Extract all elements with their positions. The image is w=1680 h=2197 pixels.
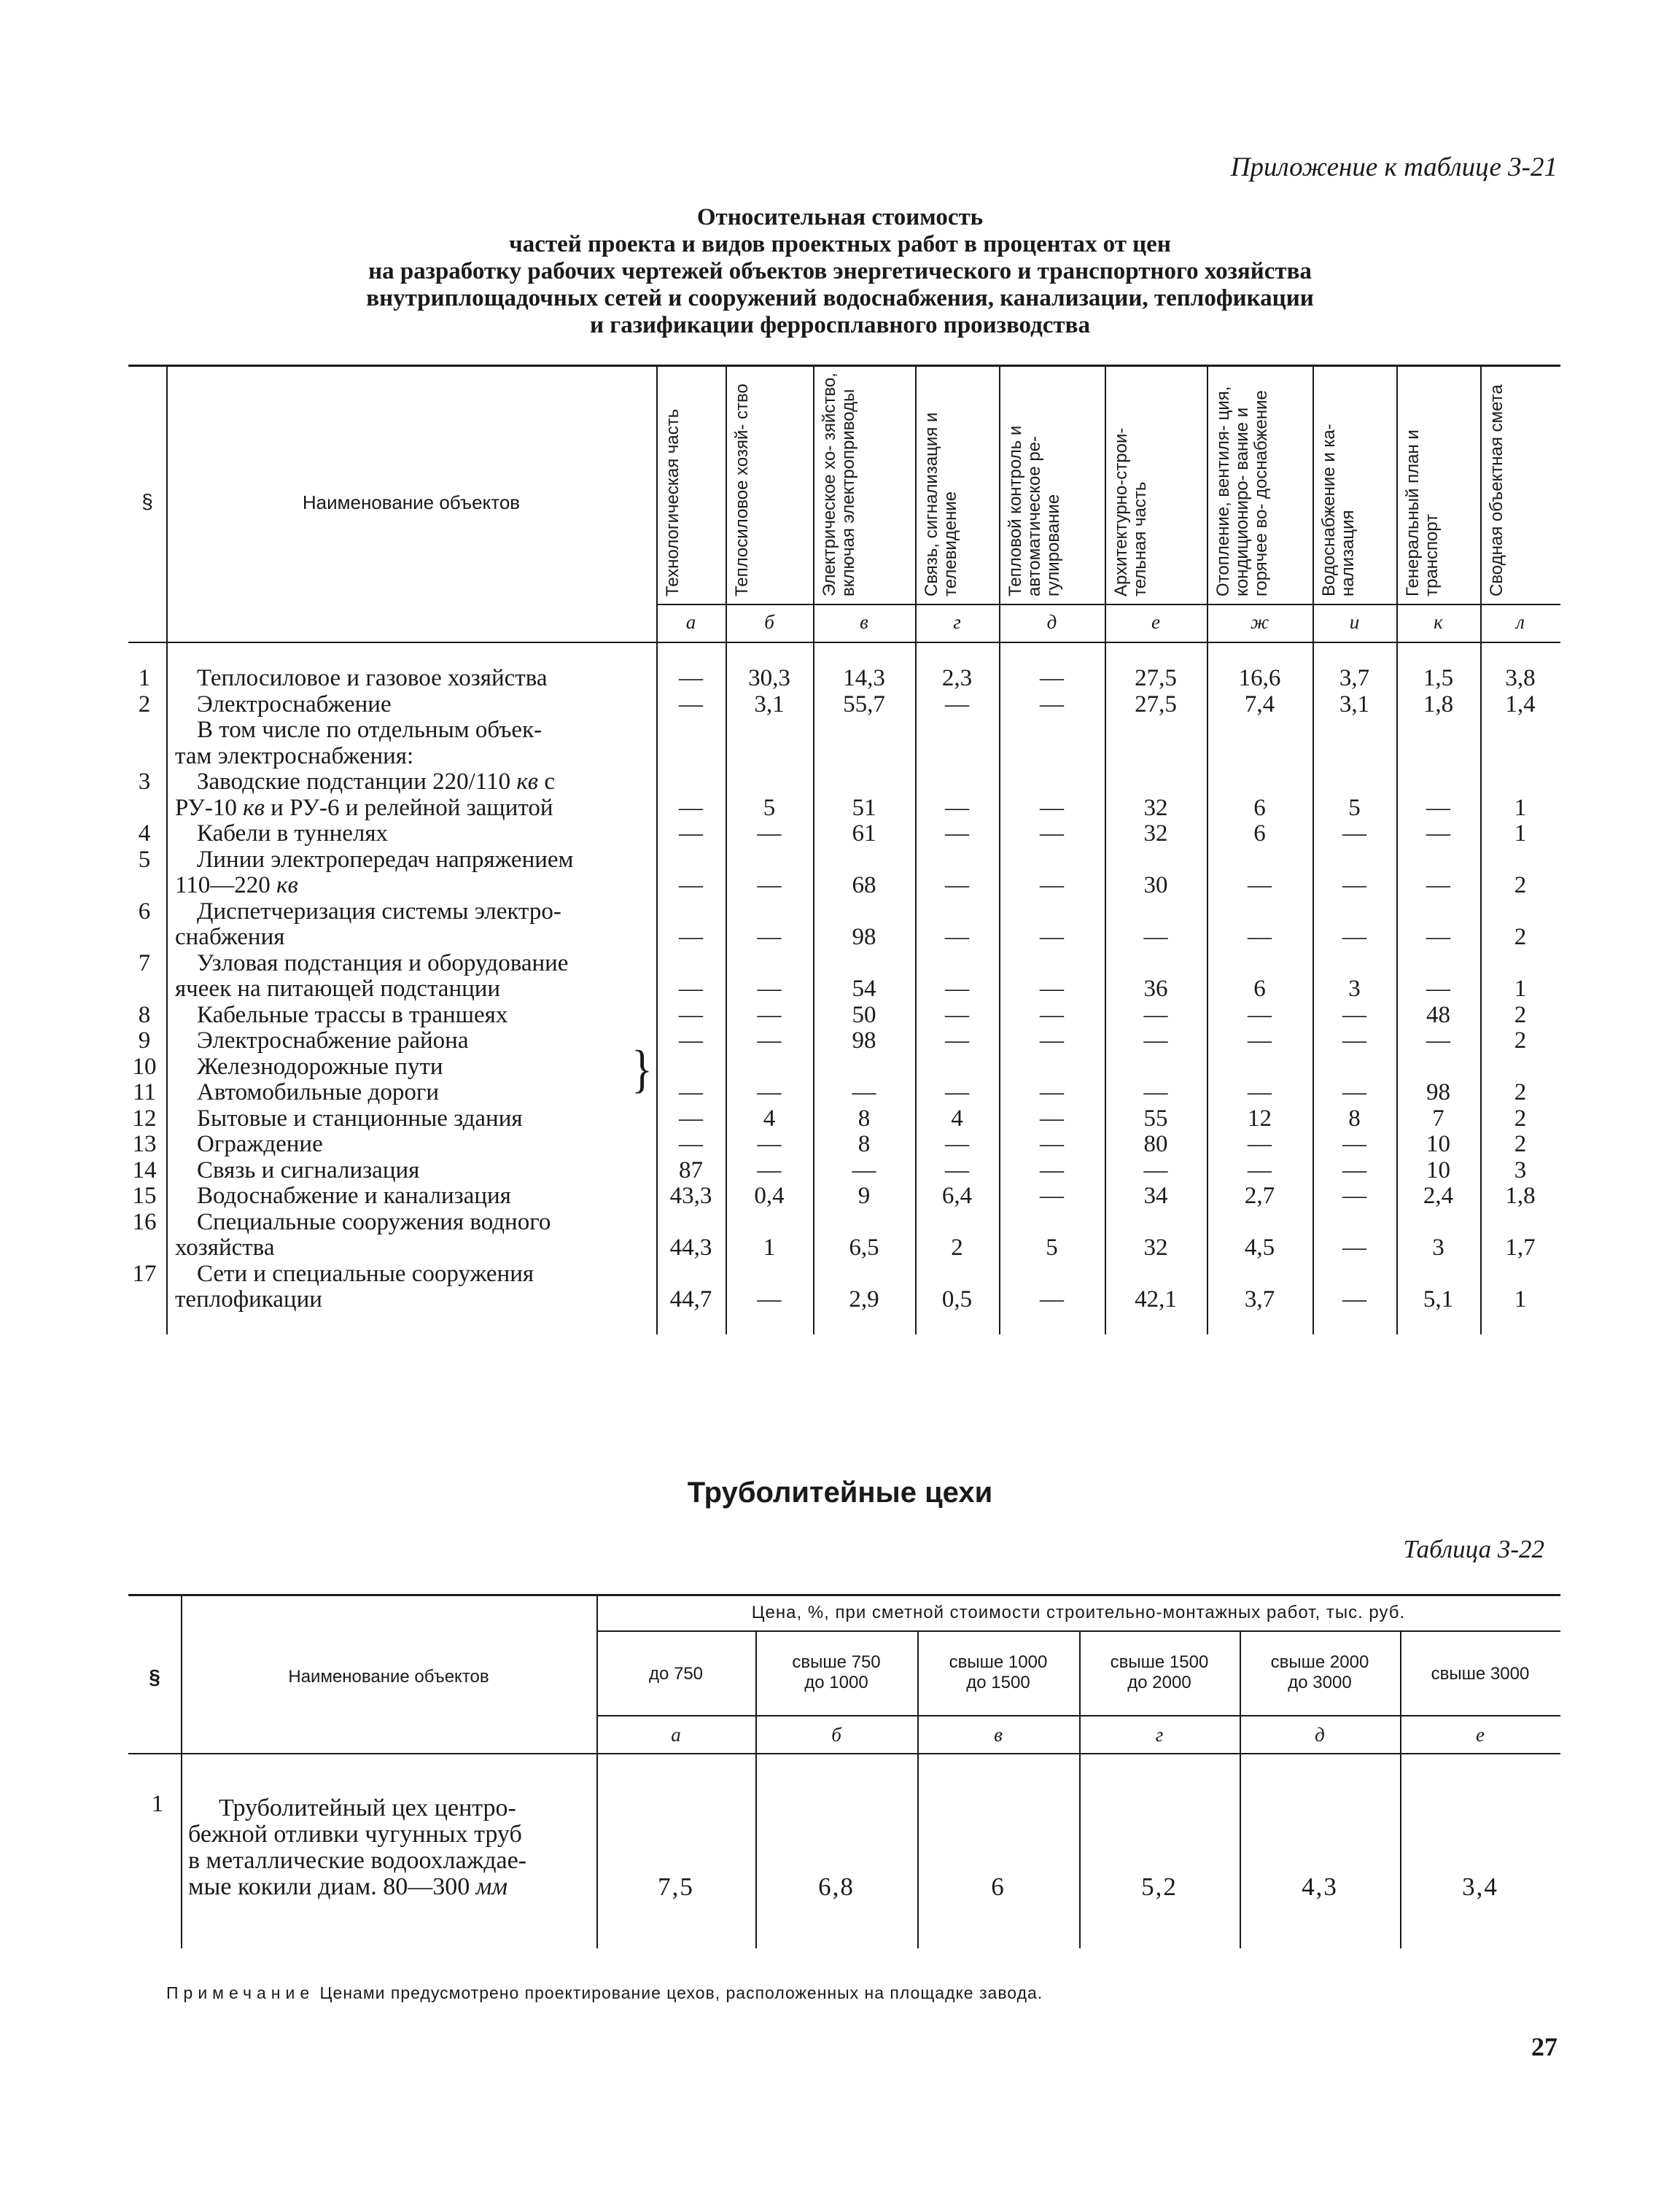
table-cell: — [1248,1079,1272,1106]
column-letter: а [671,1724,681,1746]
object-name: Специальные сооружения водного [197,1208,551,1235]
table-cell: 6,8 [818,1873,855,1901]
table-cell: — [1143,1079,1168,1106]
column-header-line: свыше 2000 [1270,1652,1369,1672]
table-cell: 32 [1143,1234,1168,1261]
table-cell: 12 [1248,1105,1272,1132]
column-header-line: свыше 1000 [949,1652,1048,1672]
table-cell: 80 [1143,1131,1168,1157]
table-cell: — [1342,820,1366,847]
table-cell: — [945,872,969,898]
rule [128,1753,1560,1754]
table-cell: — [1342,1183,1366,1209]
object-name: Электроснабжение района [197,1027,469,1054]
table-cell: 2 [1514,1027,1527,1054]
table-cell: 43,3 [669,1183,712,1209]
table-cell: — [945,794,969,821]
table-cell: — [1248,1131,1272,1157]
table-cell: — [1143,1001,1168,1028]
table-cell: 6,5 [849,1234,879,1261]
table-cell: — [679,1105,703,1132]
column-header-line: свыше 1500 [1110,1652,1209,1672]
table-cell: — [1426,976,1450,1002]
row-number: 7 [138,949,151,976]
row-number: 1 [138,665,151,691]
table-cell: 10 [1426,1156,1450,1183]
note-text: Ценами предусмотрено проектирование цехов, расположенных на площадке завода. [319,1983,1043,2002]
table-cell: 8 [858,1131,871,1157]
table-cell: 51 [852,794,876,821]
column-header: Тепловой контроль и автоматическое ре- гулирование [1006,425,1063,596]
rule [128,642,1560,643]
object-name: там электроснабжения: [175,742,414,769]
table-cell: 1 [1514,820,1527,847]
table-cell: — [757,976,782,1002]
column-letter: и [1349,611,1360,633]
table-cell: 7 [1432,1105,1444,1132]
table-cell: — [757,1131,782,1157]
row-number: 12 [132,1105,157,1132]
table-cell: 1,5 [1423,665,1454,691]
note [166,1983,1043,2003]
table-cell: — [945,924,969,950]
table-cell: 27,5 [1135,691,1177,718]
table-cell: 1 [1514,1286,1527,1313]
table-cell: — [1342,1286,1366,1313]
object-name: Заводские подстанции 220/110 кв с [197,769,555,795]
table-cell: — [757,820,782,847]
table-cell: — [1342,1027,1366,1054]
table-cell: — [1040,1131,1064,1157]
object-name: Теплосиловое и газовое хозяйства [197,665,548,691]
table-cell: 7,5 [658,1873,694,1901]
table-cell: 5,2 [1141,1873,1178,1901]
table-cell: 2 [1514,872,1527,898]
name-header: Наименование объектов [288,1667,489,1687]
table-cell: 1 [1514,794,1527,821]
table-cell: 32 [1143,820,1168,847]
table-cell: — [945,1027,969,1054]
table-cell: — [1426,872,1450,898]
table-cell: — [1040,665,1064,691]
row-number: 17 [132,1260,157,1287]
column-header-line: до 3000 [1288,1673,1352,1692]
table-cell: 4,5 [1244,1234,1275,1261]
object-name: Автомобильные дороги [197,1079,440,1105]
table-cell: 6 [1253,820,1266,847]
table-cell: — [1248,1027,1272,1054]
table-cell: — [1040,820,1064,847]
object-name: Труболитейный цех центро- [219,1794,516,1821]
table-cell: 3 [1514,1156,1527,1183]
column-header: Водоснабжение и ка- нализация [1319,424,1358,596]
column-header: свыше 3000 [1431,1664,1530,1684]
table-cell: — [1040,1079,1064,1106]
column-header: Отопление, вентиля- ция, кондициониро- вание и горячее во- доснабжение [1213,386,1271,596]
table-cell: 55 [1143,1105,1168,1132]
column-header [1079,1652,1240,1693]
table-cell: — [1248,924,1272,950]
table-cell: 30,3 [748,665,790,691]
table-cell: — [1342,1156,1366,1183]
table-cell: 0,4 [754,1183,785,1209]
table-cell: 1,4 [1505,691,1536,718]
object-name: бежной отливки чугунных труб [188,1821,522,1848]
table-cell: 2,3 [941,665,973,691]
table-label: Таблица 3-22 [1403,1535,1544,1563]
object-name: Железнодорожные пути [197,1053,443,1080]
table-cell: — [1040,1001,1064,1028]
column-letter: к [1434,611,1443,633]
object-name: Узловая подстанция и оборудование [197,949,569,976]
table-cell: 44,7 [669,1286,712,1313]
table-cell: — [1248,1156,1272,1183]
table-cell: 3 [1432,1234,1444,1261]
column-letter: в [994,1724,1003,1746]
table-cell: — [945,1156,969,1183]
row-number: 9 [138,1027,151,1054]
column-letter: л [1516,611,1525,633]
column-letter: ж [1250,611,1269,633]
column-letter: е [1151,611,1160,633]
table-cell: — [757,1156,782,1183]
column-header [917,1652,1079,1693]
table-cell: 6,4 [941,1183,973,1209]
table-cell: — [679,1027,703,1054]
column-header: Сводная объектная смета [1487,384,1506,596]
table-cell: 8 [858,1105,871,1132]
column-header: Генеральный план и транспорт [1403,429,1442,596]
table-cell: 2 [1514,924,1527,950]
table-cell: 3,4 [1462,1873,1498,1901]
table-cell: — [757,1079,782,1106]
object-name: 110—220 кв [175,872,298,898]
table-cell: — [1040,872,1064,898]
table-cell: — [1426,794,1450,821]
table-cell: — [1342,1234,1366,1261]
table-cell: — [1342,1079,1366,1106]
table-cell: — [1342,1131,1366,1157]
row-number: 6 [138,898,151,925]
column-header: до 750 [648,1664,704,1684]
table-cell: 68 [852,872,876,898]
table-cell: — [757,1027,782,1054]
column-letter: в [860,611,868,633]
table-cell: 6 [1253,794,1266,821]
table-cell: 1,8 [1505,1183,1536,1209]
table-cell: — [1040,1105,1064,1132]
table-cell: — [1426,1027,1450,1054]
table-cell: 98 [1426,1079,1450,1106]
object-name: Электроснабжение [197,691,392,718]
object-name: мые кокили диам. 80—300 мм [188,1873,508,1900]
object-name: Бытовые и станционные здания [197,1105,523,1132]
table-cell: 2 [951,1234,963,1261]
table-cell: 2,9 [849,1286,879,1313]
table-cell: 3,7 [1244,1286,1275,1313]
section-header: § [141,490,153,513]
table-cell: 32 [1143,794,1168,821]
row-number: 1 [151,1791,164,1817]
table-cell: 3,1 [754,691,785,718]
column-letter: а [685,611,696,633]
name-header: Наименование объектов [302,491,521,513]
table-cell: 3 [1348,976,1361,1002]
row-number: 11 [133,1079,156,1105]
table-cell: 87 [679,1156,703,1183]
table-cell: — [1040,976,1064,1002]
table-cell: — [1143,1027,1168,1054]
table-cell: 10 [1426,1131,1450,1157]
title-line: внутриплощадочных сетей и сооружений водоснабжения, канализации, теплофикации [366,285,1314,311]
section-title: Труболитейные цехи [687,1477,993,1509]
column-header-line: до 1000 [804,1673,868,1692]
title-line: на разработку рабочих чертежей объектов энергетического и транспортного хозяйства [368,258,1312,284]
column-letter: г [953,611,961,633]
column-header-line: свыше 750 [792,1652,881,1672]
column-header [755,1652,917,1693]
table-cell: — [1040,1183,1064,1209]
column-letter: б [764,611,774,633]
table-cell: 6 [1253,976,1266,1002]
group-header: Цена, %, при сметной стоимости строительно-монтажных работ, тыс. руб. [751,1603,1406,1622]
table-cell: — [852,1079,876,1106]
table-cell: 6 [991,1873,1006,1901]
column-header: Теплосиловое хозяй- ство [732,384,752,596]
table-cell: — [1426,924,1450,950]
row-number: 4 [138,820,151,847]
title-line: и газификации ферросплавного производства [590,312,1090,338]
table-cell: — [679,820,703,847]
column-header: Электрическое хо- зяйство, включая электроприводы [820,373,858,596]
table-cell: — [852,1156,876,1183]
column-header: Архитектурно-строи- тельная часть [1111,427,1150,596]
row-number: 3 [138,769,151,795]
column-header-line: до 1500 [966,1673,1030,1692]
table-cell: 2 [1514,1105,1527,1132]
table-cell: 1,7 [1505,1234,1536,1261]
table-cell: — [945,976,969,1002]
table-cell: 48 [1426,1001,1450,1028]
table-cell: 98 [852,1027,876,1054]
table-cell: — [1040,691,1064,718]
table-cell: — [757,1286,782,1313]
table-cell: 14,3 [843,665,885,691]
table-cell: — [679,1131,703,1157]
object-name: Линии электропередач напряжением [197,846,574,873]
row-number: 16 [132,1208,157,1235]
column-header: Технологическая часть [663,408,682,596]
table-cell: — [945,820,969,847]
table-cell: — [757,1001,782,1028]
table-cell: — [679,924,703,950]
table-cell: — [1040,924,1064,950]
table-cell: — [1342,924,1366,950]
table-cell: 4,3 [1302,1873,1338,1901]
row-number: 2 [138,691,151,718]
table-cell: 1,8 [1423,691,1454,718]
table-cell: 27,5 [1135,665,1177,691]
table-cell: 5,1 [1423,1286,1454,1313]
table-cell: 2,7 [1244,1183,1275,1209]
table-cell: 3,7 [1339,665,1370,691]
table-cell: — [945,1131,969,1157]
rule [128,365,1560,367]
brace: } [631,1040,653,1098]
object-name: Диспетчеризация системы электро- [197,898,561,925]
column-letter: д [1315,1724,1325,1746]
table-cell: 36 [1143,976,1168,1002]
object-name: снабжения [175,924,285,950]
table-cell: 16,6 [1238,665,1281,691]
object-name: в металлические водоохлаждае- [188,1847,527,1874]
table-cell: — [679,976,703,1002]
object-name: хозяйства [175,1234,275,1261]
object-name: Кабели в туннелях [197,820,389,847]
row-number: 14 [132,1156,157,1183]
table-cell: — [679,1001,703,1028]
column-letter: г [1155,1724,1164,1746]
table-cell: — [1342,1001,1366,1028]
table-cell: — [757,924,782,950]
table-cell: — [1248,1001,1272,1028]
table-cell: 50 [852,1001,876,1028]
table-cell: 61 [852,820,876,847]
row-number: 15 [132,1183,157,1209]
table-cell: 2 [1514,1079,1527,1106]
table-cell: 98 [852,924,876,950]
column-divider [181,1594,182,1948]
table-cell: — [679,872,703,898]
table-cell: 42,1 [1135,1286,1177,1313]
table-cell: 30 [1143,872,1168,898]
row-number: 8 [138,1001,151,1028]
column-letter: е [1476,1724,1485,1746]
table-cell: 7,4 [1244,691,1275,718]
rule [128,1594,1560,1596]
rule [596,1715,1560,1716]
table-cell: 0,5 [941,1286,973,1313]
table-cell: — [679,691,703,718]
object-name: теплофикации [175,1286,322,1313]
object-name: Ограждение [197,1131,323,1157]
column-header [1240,1652,1400,1693]
table-cell: — [1040,1286,1064,1313]
table-cell: — [1040,794,1064,821]
table-cell: — [1426,820,1450,847]
table-cell: — [945,691,969,718]
table-cell: 5 [763,794,776,821]
table-title [0,204,1680,339]
table-cell: — [1342,872,1366,898]
object-name: Связь и сигнализация [197,1156,420,1183]
page-number: 27 [1531,2032,1558,2061]
object-name: В том числе по отдельным объек- [197,717,542,743]
table-cell: 1 [763,1234,776,1261]
appendix-label: Приложение к таблице 3-21 [1230,152,1558,182]
table-cell: 44,3 [669,1234,712,1261]
object-name: Водоснабжение и канализация [197,1183,511,1209]
table-cell: 3,1 [1339,691,1370,718]
row-number: 13 [132,1131,157,1157]
table-cell: 4 [763,1105,776,1132]
table-cell: 55,7 [843,691,885,718]
column-header-line: до 2000 [1127,1673,1191,1692]
table-cell: — [945,1079,969,1106]
table-cell: 2 [1514,1131,1527,1157]
table-cell: — [757,872,782,898]
table-cell: 9 [858,1183,871,1209]
table-cell: — [1143,924,1168,950]
title-line: частей проекта и видов проектных работ в процентах от цен [509,231,1171,257]
table-cell: — [1040,1156,1064,1183]
table-cell: 4 [951,1105,963,1132]
row-number: 10 [132,1053,157,1080]
column-header: Связь, сигнализация и телевидение [922,412,960,596]
object-name: РУ-10 кв и РУ-6 и релейной защитой [175,794,553,821]
note-label: Примечание [166,1983,315,2002]
table-cell: — [679,794,703,821]
table-cell: 2 [1514,1001,1527,1028]
table-cell: — [1040,1027,1064,1054]
table-cell: 3,8 [1505,665,1536,691]
table-cell: 5 [1348,794,1361,821]
title-line: Относительная стоимость [696,204,984,230]
object-name: Сети и специальные сооружения [197,1260,534,1287]
table-cell: 8 [1348,1105,1361,1132]
table-cell: — [945,1001,969,1028]
table-cell: 5 [1046,1234,1058,1261]
table-cell: 2,4 [1423,1183,1454,1209]
column-letter: д [1046,611,1057,633]
object-name: Кабельные трассы в траншеях [197,1001,508,1028]
rule [656,604,1560,605]
table-cell: 1 [1514,976,1527,1002]
table-cell: — [679,1079,703,1106]
rule [596,1630,1560,1632]
table-cell: — [1143,1156,1168,1183]
table-cell: 34 [1143,1183,1168,1209]
section-header: § [149,1665,160,1688]
column-letter: б [831,1724,841,1746]
table-cell: — [679,665,703,691]
table-cell: — [1248,872,1272,898]
table-cell: 54 [852,976,876,1002]
object-name: ячеек на питающей подстанции [175,976,501,1002]
row-number: 5 [138,846,151,873]
